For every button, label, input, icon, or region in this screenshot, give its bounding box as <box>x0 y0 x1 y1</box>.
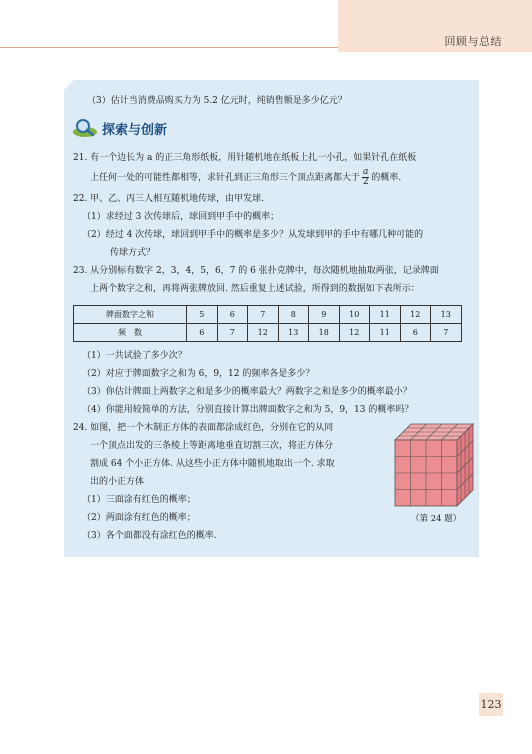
table-header-cell: 频 数 <box>74 324 187 342</box>
question-24-part-2: （2）两面涂有红色的概率； <box>82 513 196 523</box>
table-cell: 13 <box>278 324 309 342</box>
question-24-part-3: （3）各个面都没有涂红色的概率. <box>82 531 217 541</box>
question-23-line-2: 上两个数字之和，再将两张牌放回. 然后重复上述试验，所得到的数据如下表所示： <box>90 284 420 294</box>
question-23-part-3: （3）你估计牌面上两数字之和是多少的概率最大？两数字之和是多少的概率最小？ <box>82 387 412 397</box>
page-number <box>479 693 503 716</box>
table-cell: 8 <box>278 306 309 324</box>
question-24-line-3: 割成 64 个小正方体. 从这些小正方体中随机地取出一个. 求取 <box>90 459 335 469</box>
table-cell: 10 <box>339 306 370 324</box>
header-tab <box>338 0 532 52</box>
table-cell: 13 <box>431 306 462 324</box>
question-22-part-2: （2）经过 4 次传球，球回到甲手中的概率是多少？从发球到甲的手中有哪几种可能的 <box>82 230 424 240</box>
fraction-numerator: a <box>363 167 369 177</box>
question-24-line-2: 一个顶点出发的三条棱上等距离地垂直切割三次，将正方体分 <box>90 441 334 451</box>
question-20-part-3: （3）估计当消费品购买力为 5.2 亿元时，纯销售额是多少亿元？ <box>87 96 347 106</box>
question-23-part-2: （2）对应于牌面数字之和为 6，9，12 的频率各是多少？ <box>82 369 315 379</box>
table-cell: 11 <box>370 324 401 342</box>
table-header-cell: 牌面数字之和 <box>74 306 187 324</box>
question-21-line-1: 21. 有一个边长为 a 的正三角形纸板，用针随机地在纸板上扎一小孔，如果针孔在纸板 <box>73 153 417 163</box>
table-cell: 12 <box>248 324 279 342</box>
table-cell: 18 <box>309 324 340 342</box>
table-cell: 6 <box>400 324 431 342</box>
question-21-text-b: 的概率. <box>371 173 402 183</box>
page-number-text: 123 <box>480 698 502 711</box>
table-cell: 6 <box>217 306 248 324</box>
table-cell: 5 <box>187 306 218 324</box>
table-cell: 12 <box>339 324 370 342</box>
header-title: 回顾与总结 <box>444 35 502 48</box>
table-row <box>74 306 462 324</box>
fraction-a-over-2 <box>362 168 369 187</box>
section-header <box>72 118 167 138</box>
question-23-part-4: （4）你能用较简单的方法，分别直接计算出牌面数字之和为 5，9，13 的概率吗？ <box>82 405 414 415</box>
table-cell: 9 <box>309 306 340 324</box>
question-24-line-4: 出的小正方体 <box>90 477 145 487</box>
table-cell: 12 <box>400 306 431 324</box>
question-21-text-a: 上任何一处的可能性都相等，求针孔到正三角形三个顶点距离都大于 <box>90 173 361 183</box>
table-cell: 6 <box>187 324 218 342</box>
question-23-line-1: 23. 从分别标有数字 2，3，4，5，6，7 的 6 张扑克牌中，每次随机地抽取两张，记录牌面 <box>73 266 439 276</box>
question-22-part-1: （1）求经过 3 次传球后，球回到甲手中的概率； <box>82 212 280 222</box>
fraction-denominator: 2 <box>362 177 369 187</box>
question-22-part-2-cont: 传球方式？ <box>110 248 156 258</box>
table-cell: 7 <box>217 324 248 342</box>
magnifier-icon <box>72 118 98 138</box>
question-21-line-2 <box>90 168 401 187</box>
cube-figure <box>393 420 475 510</box>
section-title: 探索与创新 <box>102 122 168 138</box>
question-22-line-1: 22. 甲、乙、丙三人相互随机地传球，由甲发球. <box>73 194 265 204</box>
table-cell: 7 <box>431 324 462 342</box>
table-cell: 7 <box>248 306 279 324</box>
table-cell: 11 <box>370 306 401 324</box>
table-row <box>74 324 462 342</box>
question-23-part-1: （1）一共试验了多少次？ <box>82 351 187 361</box>
question-24-part-1: （1）三面涂有红色的概率； <box>82 495 196 505</box>
sum-frequency-table <box>73 305 462 342</box>
figure-caption: （第 24 题） <box>411 514 462 524</box>
panel-corner <box>64 80 74 90</box>
question-24-line-1: 24. 如图，把一个木制正方体的表面都涂成红色，分别在它的从同 <box>73 423 334 433</box>
